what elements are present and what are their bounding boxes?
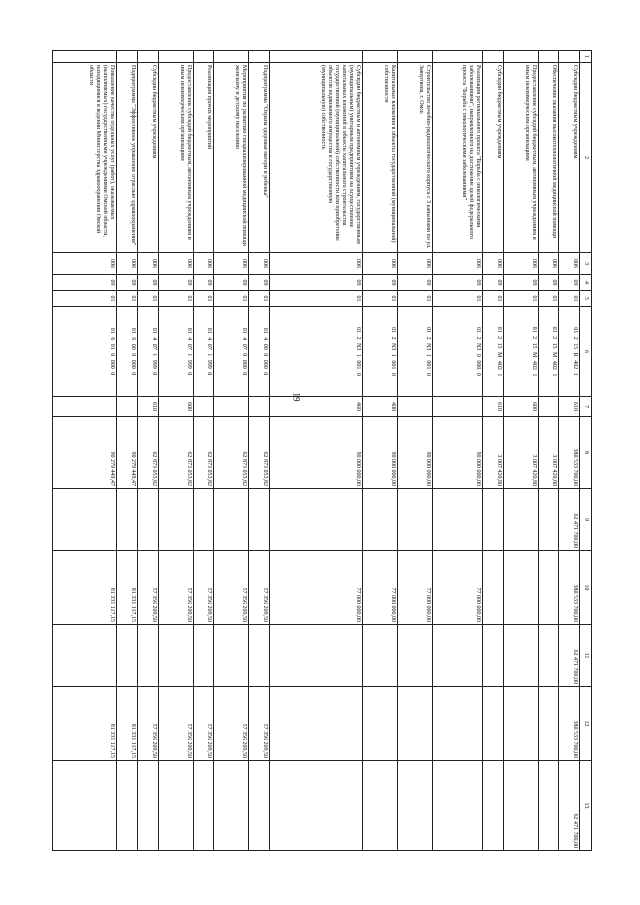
table-row bbox=[503, 51, 538, 851]
table-cell-c12 bbox=[503, 687, 538, 761]
table-cell-c2: Капитальные вложения в объекты государственной (муниципальной) собственности bbox=[363, 63, 398, 253]
table-cell-c11 bbox=[53, 625, 117, 687]
table-cell-c2: Обеспечение оказания высокотехнологичной медицинской помощи bbox=[538, 63, 559, 253]
table-cell-c1 bbox=[249, 51, 270, 63]
table-cell-c11 bbox=[398, 625, 433, 687]
table-cell-c5: 01 bbox=[538, 291, 559, 307]
table-cell-c7 bbox=[53, 397, 117, 417]
table-row bbox=[117, 51, 138, 851]
table-cell-c5: 01 bbox=[363, 291, 398, 307]
table-cell-c5: 01 bbox=[137, 291, 158, 307]
table-cell-c7 bbox=[214, 397, 249, 417]
table-cell-c8: 90 000 000,00 bbox=[433, 417, 483, 489]
table-cell-c12 bbox=[363, 687, 398, 761]
table-cell-c3: 006 bbox=[363, 253, 398, 275]
table-cell-c13 bbox=[214, 761, 249, 851]
table-cell-c8: 62 873 053,82 bbox=[249, 417, 270, 489]
table-cell-c9 bbox=[363, 489, 398, 551]
table-cell-c8: 90 279 449,47 bbox=[117, 417, 138, 489]
table-cell-c6: 01 2 15 R 402 1 bbox=[559, 307, 580, 397]
table-cell-c1 bbox=[214, 51, 249, 63]
table-cell-c10: 77 000 000,00 bbox=[270, 551, 363, 625]
table-cell-c7 bbox=[398, 397, 433, 417]
table-cell-c3: 006 bbox=[249, 253, 270, 275]
table-cell-c8: 3 007 420,80 bbox=[483, 417, 504, 489]
table-cell-c10: 57 356 209,50 bbox=[249, 551, 270, 625]
table-row bbox=[363, 51, 398, 851]
table-cell-c12 bbox=[398, 687, 433, 761]
table-cell-c7: 610 bbox=[483, 397, 504, 417]
table-cell-c4: 09 bbox=[137, 275, 158, 291]
table-cell-c6: 01 2 15 M 402 1 bbox=[538, 307, 559, 397]
table-cell-c6: 01 2 N3 0 000 0 bbox=[433, 307, 483, 397]
table-cell-c4: 09 bbox=[538, 275, 559, 291]
table-cell-c13 bbox=[503, 761, 538, 851]
table-cell-c10: 77 000 000,00 bbox=[363, 551, 398, 625]
table-cell-c3: 006 bbox=[117, 253, 138, 275]
column-header: 1 bbox=[580, 51, 592, 63]
table-cell-c11 bbox=[158, 625, 193, 687]
table-cell-c8: 90 000 000,00 bbox=[398, 417, 433, 489]
table-cell-c7 bbox=[193, 397, 214, 417]
table-cell-c8: 90 279 449,47 bbox=[53, 417, 117, 489]
table-cell-c9 bbox=[503, 489, 538, 551]
table-cell-c6: 01 6 00 0 000 0 bbox=[117, 307, 138, 397]
table-cell-c8: 62 873 053,82 bbox=[158, 417, 193, 489]
table-cell-c2: Субсидии бюджетным учреждениям bbox=[483, 63, 504, 253]
page-number: 19 bbox=[291, 392, 302, 402]
table-row bbox=[538, 51, 559, 851]
column-header: 11 bbox=[580, 625, 592, 687]
table-cell-c2: Реализация регионального проекта "Борьба с онкологическими заболеваниями", направленного на достижение целей федерального проекта "Борьба с онкологическими заболеваниями" bbox=[433, 63, 483, 253]
table-cell-c2: Повышение качества отдельных услуг (работ), оказываемых (выполняемых) государственными учреждениями Омской области, находящимися в ведении Министерства здравоохранения Омской области bbox=[53, 63, 117, 253]
table-cell-c5: 01 bbox=[483, 291, 504, 307]
table-cell-c10: 380 533 700,00 bbox=[559, 551, 580, 625]
table-cell-c6: 01 2 15 M 402 1 bbox=[483, 307, 504, 397]
table-cell-c12: 81 331 117,15 bbox=[53, 687, 117, 761]
table-cell-c11: 62 471 700,00 bbox=[559, 625, 580, 687]
table-cell-c1 bbox=[559, 51, 580, 63]
table-cell-c7: 600 bbox=[158, 397, 193, 417]
table-cell-c3: 006 bbox=[559, 253, 580, 275]
column-header: 8 bbox=[580, 417, 592, 489]
table-cell-c10: 81 331 117,15 bbox=[53, 551, 117, 625]
table-row bbox=[137, 51, 158, 851]
table-cell-c3: 006 bbox=[53, 253, 117, 275]
table-cell-c13: 62 471 700,00 bbox=[559, 761, 580, 851]
table-row bbox=[53, 51, 117, 851]
table-cell-c1 bbox=[433, 51, 483, 63]
column-header: 10 bbox=[580, 551, 592, 625]
table-cell-c12: 57 356 209,50 bbox=[158, 687, 193, 761]
table-cell-c7 bbox=[117, 397, 138, 417]
table-cell-c5: 01 bbox=[433, 291, 483, 307]
table-cell-c8: 62 873 053,82 bbox=[137, 417, 158, 489]
table-cell-c9 bbox=[214, 489, 249, 551]
table-cell-c3: 006 bbox=[137, 253, 158, 275]
table-row bbox=[483, 51, 504, 851]
table-cell-c7: 610 bbox=[137, 397, 158, 417]
table-cell-c11 bbox=[214, 625, 249, 687]
table-cell-c5: 01 bbox=[559, 291, 580, 307]
table-cell-c9 bbox=[53, 489, 117, 551]
table-row bbox=[214, 51, 249, 851]
table-cell-c2: Субсидии бюджетным и автономным учреждениям, государственным (муниципальным) унитарным предприятиям на осуществление капитальных вложений в объекты капитального строительства государственной (муниципальной) собственности или приобретение объектов недвижимого имущества в государственную (муниципальную) собственность bbox=[270, 63, 363, 253]
table-cell-c4: 09 bbox=[483, 275, 504, 291]
table-cell-c6: 01 6 01 0 000 0 bbox=[53, 307, 117, 397]
table-cell-c3: 006 bbox=[158, 253, 193, 275]
table-cell-c13 bbox=[53, 761, 117, 851]
table-cell-c5: 01 bbox=[158, 291, 193, 307]
table-cell-c3: 006 bbox=[538, 253, 559, 275]
table-cell-c10: 77 000 000,00 bbox=[433, 551, 483, 625]
table-cell-c4: 09 bbox=[158, 275, 193, 291]
table-cell-c8: 3 007 420,80 bbox=[503, 417, 538, 489]
table-cell-c1 bbox=[158, 51, 193, 63]
column-header: 9 bbox=[580, 489, 592, 551]
table-cell-c13 bbox=[433, 761, 483, 851]
table-cell-c13 bbox=[398, 761, 433, 851]
table-cell-c2: Подпрограмма "Эффективное управление отраслью здравоохранения" bbox=[117, 63, 138, 253]
table-cell-c9 bbox=[433, 489, 483, 551]
table-cell-c12: 81 331 117,15 bbox=[117, 687, 138, 761]
table-cell-c4: 09 bbox=[117, 275, 138, 291]
table-cell-c13 bbox=[158, 761, 193, 851]
table-cell-c10 bbox=[483, 551, 504, 625]
table-cell-c4: 09 bbox=[270, 275, 363, 291]
table-cell-c2: Субсидии бюджетным учреждениям bbox=[137, 63, 158, 253]
table-cell-c10 bbox=[538, 551, 559, 625]
table-cell-c5: 01 bbox=[249, 291, 270, 307]
table-cell-c11 bbox=[193, 625, 214, 687]
table-cell-c4: 09 bbox=[363, 275, 398, 291]
table-cell-c1 bbox=[270, 51, 363, 63]
table-cell-c12: 57 356 209,50 bbox=[193, 687, 214, 761]
table-cell-c10: 57 356 209,50 bbox=[158, 551, 193, 625]
table-cell-c7 bbox=[249, 397, 270, 417]
table-cell-c11 bbox=[433, 625, 483, 687]
table-cell-c11 bbox=[538, 625, 559, 687]
table-cell-c6: 01 4 07 1 999 0 bbox=[193, 307, 214, 397]
column-header: 5 bbox=[580, 291, 592, 307]
table-cell-c1 bbox=[483, 51, 504, 63]
table-cell-c3: 006 bbox=[503, 253, 538, 275]
table-cell-c7: 610 bbox=[559, 397, 580, 417]
table-cell-c2: Субсидии бюджетным учреждениям bbox=[559, 63, 580, 253]
table-cell-c10 bbox=[503, 551, 538, 625]
table-cell-c12: 57 356 209,50 bbox=[249, 687, 270, 761]
table-cell-c6: 01 2 N3 1 001 0 bbox=[363, 307, 398, 397]
table-cell-c9 bbox=[117, 489, 138, 551]
table-cell-c1 bbox=[193, 51, 214, 63]
table-cell-c6: 01 4 07 0 000 0 bbox=[214, 307, 249, 397]
column-header: 7 bbox=[580, 397, 592, 417]
table-row bbox=[193, 51, 214, 851]
table-cell-c10: 81 331 117,15 bbox=[117, 551, 138, 625]
table-cell-c2: Предоставление субсидий бюджетным, автономным учреждениям и иным некоммерческим организациям bbox=[158, 63, 193, 253]
table-cell-c13 bbox=[270, 761, 363, 851]
table-cell-c11 bbox=[249, 625, 270, 687]
table-cell-c12 bbox=[433, 687, 483, 761]
table-cell-c6: 01 4 07 1 999 0 bbox=[158, 307, 193, 397]
table-cell-c7 bbox=[538, 397, 559, 417]
table-cell-c7: 600 bbox=[503, 397, 538, 417]
table-row bbox=[398, 51, 433, 851]
table-cell-c8: 3 007 420,80 bbox=[538, 417, 559, 489]
table-cell-c6: 01 2 15 M 402 1 bbox=[503, 307, 538, 397]
table-cell-c7: 460 bbox=[270, 397, 363, 417]
table-cell-c12 bbox=[538, 687, 559, 761]
table-cell-c13 bbox=[538, 761, 559, 851]
table-cell-c2: Реализация прочих мероприятий bbox=[193, 63, 214, 253]
table-cell-c5: 01 bbox=[503, 291, 538, 307]
table-cell-c2: Мероприятия по развитию специализированной медицинской помощи женскому и детскому населению bbox=[214, 63, 249, 253]
table-cell-c2: Предоставление субсидий бюджетным, автономным учреждениям и иным некоммерческим организациям bbox=[503, 63, 538, 253]
table-cell-c1 bbox=[398, 51, 433, 63]
column-header: 4 bbox=[580, 275, 592, 291]
table-row bbox=[433, 51, 483, 851]
table-cell-c8: 380 533 700,00 bbox=[559, 417, 580, 489]
table-cell-c9 bbox=[398, 489, 433, 551]
table-cell-c7 bbox=[433, 397, 483, 417]
table-cell-c5: 01 bbox=[214, 291, 249, 307]
table-cell-c9 bbox=[158, 489, 193, 551]
table-cell-c12 bbox=[483, 687, 504, 761]
table-cell-c6: 01 4 00 0 000 0 bbox=[249, 307, 270, 397]
table-cell-c12: 57 356 209,50 bbox=[214, 687, 249, 761]
table-cell-c5: 01 bbox=[193, 291, 214, 307]
table-cell-c13 bbox=[249, 761, 270, 851]
table-cell-c3: 006 bbox=[483, 253, 504, 275]
table-cell-c13 bbox=[363, 761, 398, 851]
table-cell-c1 bbox=[117, 51, 138, 63]
table-row bbox=[158, 51, 193, 851]
table-cell-c13 bbox=[137, 761, 158, 851]
table-cell-c8: 62 873 053,82 bbox=[214, 417, 249, 489]
table-cell-c12: 380 533 700,00 bbox=[559, 687, 580, 761]
table-cell-c4: 09 bbox=[249, 275, 270, 291]
table-cell-c13 bbox=[483, 761, 504, 851]
table-cell-c11 bbox=[363, 625, 398, 687]
table-cell-c6: 01 4 07 1 999 0 bbox=[137, 307, 158, 397]
table-cell-c12 bbox=[270, 687, 363, 761]
table-cell-c8: 90 000 000,00 bbox=[363, 417, 398, 489]
table-cell-c5: 01 bbox=[398, 291, 433, 307]
table-cell-c5: 01 bbox=[53, 291, 117, 307]
table-cell-c5: 01 bbox=[117, 291, 138, 307]
table-cell-c2: Строительство лечебно-радиологического корпуса с 3 каньонами по ул. Завертяева, г. Омск bbox=[398, 63, 433, 253]
table-row bbox=[249, 51, 270, 851]
table-cell-c4: 09 bbox=[214, 275, 249, 291]
table-cell-c13 bbox=[117, 761, 138, 851]
table-cell-c4: 09 bbox=[398, 275, 433, 291]
table-cell-c11 bbox=[483, 625, 504, 687]
table-cell-c1 bbox=[538, 51, 559, 63]
column-header: 12 bbox=[580, 687, 592, 761]
table-row bbox=[270, 51, 363, 851]
table-cell-c11 bbox=[137, 625, 158, 687]
table-cell-c6: 01 2 N3 1 001 0 bbox=[398, 307, 433, 397]
table-cell-c6: 01 2 N3 1 001 0 bbox=[270, 307, 363, 397]
table-cell-c4: 09 bbox=[503, 275, 538, 291]
table-cell-c2: Подпрограмма "Охрана здоровья матери и ребенка" bbox=[249, 63, 270, 253]
table-cell-c1 bbox=[53, 51, 117, 63]
table-cell-c11 bbox=[117, 625, 138, 687]
table-cell-c9 bbox=[483, 489, 504, 551]
column-header: 3 bbox=[580, 253, 592, 275]
table-cell-c3: 006 bbox=[398, 253, 433, 275]
table-cell-c13 bbox=[193, 761, 214, 851]
table-cell-c8: 90 000 000,00 bbox=[270, 417, 363, 489]
table-cell-c9 bbox=[270, 489, 363, 551]
table-header-row bbox=[580, 51, 592, 851]
table-cell-c1 bbox=[503, 51, 538, 63]
table-cell-c11 bbox=[503, 625, 538, 687]
table-cell-c7: 400 bbox=[363, 397, 398, 417]
table-cell-c9 bbox=[538, 489, 559, 551]
table-cell-c8: 62 873 053,82 bbox=[193, 417, 214, 489]
column-header: 13 bbox=[580, 761, 592, 851]
table-cell-c10: 57 356 209,50 bbox=[214, 551, 249, 625]
table-row bbox=[559, 51, 580, 851]
table-cell-c4: 09 bbox=[433, 275, 483, 291]
column-header: 6 bbox=[580, 307, 592, 397]
table-cell-c10: 77 000 000,00 bbox=[398, 551, 433, 625]
table-cell-c9 bbox=[137, 489, 158, 551]
rotated-page bbox=[52, 50, 592, 850]
table-cell-c12: 57 356 209,50 bbox=[137, 687, 158, 761]
table-cell-c5: 01 bbox=[270, 291, 363, 307]
table-cell-c3: 006 bbox=[214, 253, 249, 275]
table-cell-c10: 57 356 209,50 bbox=[193, 551, 214, 625]
table-cell-c4: 09 bbox=[53, 275, 117, 291]
table-cell-c3: 006 bbox=[193, 253, 214, 275]
table-cell-c4: 09 bbox=[193, 275, 214, 291]
table-cell-c3: 006 bbox=[270, 253, 363, 275]
table-cell-c10: 57 356 209,50 bbox=[137, 551, 158, 625]
table-cell-c1 bbox=[137, 51, 158, 63]
table-cell-c4: 09 bbox=[559, 275, 580, 291]
column-header: 2 bbox=[580, 63, 592, 253]
table-cell-c9 bbox=[193, 489, 214, 551]
table-cell-c9: 62 471 700,00 bbox=[559, 489, 580, 551]
table-cell-c9 bbox=[249, 489, 270, 551]
table-cell-c1 bbox=[363, 51, 398, 63]
budget-table bbox=[52, 50, 592, 851]
table-cell-c3: 006 bbox=[433, 253, 483, 275]
table-cell-c11 bbox=[270, 625, 363, 687]
